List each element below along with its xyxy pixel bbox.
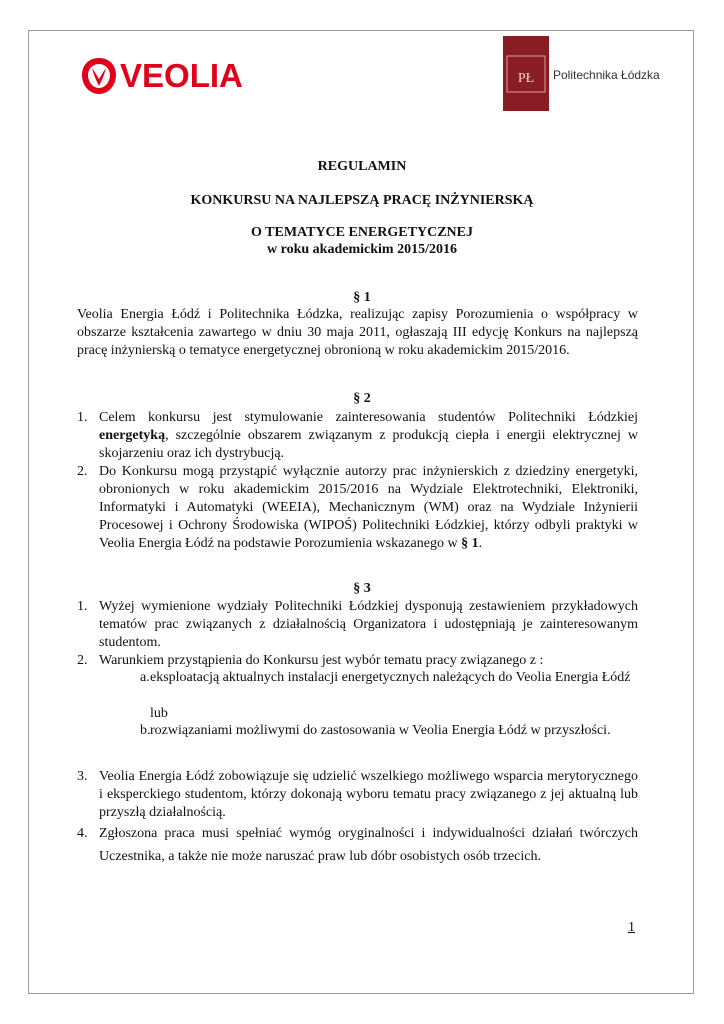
text-run: Do Konkursu mogą przystąpić wyłącznie autorzy prac inżynierskich z dziedziny energetyki, obronionych w roku akademickim 2015/2016 na Wydziale Elektrotechniki, Elektroniki, Informatyki i Automatyki (WEEIA), Mechanicznym (WM) oraz na Wydziale Inżynierii Procesowej i Ochrony Środowiska (WIPOŚ) Politechniki Łódzkiej, którzy odbyli praktyki w Veolia Energia Łódź na podstawie Porozumienia wskazanego w [99,464,638,551]
conjunction-text: lub [150,706,168,721]
list-text: Wyżej wymienione wydziały Politechniki Łódzkiej dysponują zestawieniem przykładowych tematów prac związanych z działalnością Organizatora i udostępniają je zainteresowanym studentom. [99,599,638,650]
politechnika-wordmark: Politechnika Łódzka [553,68,660,82]
list-number: 4. [77,826,88,841]
list-text: rozwiązaniami możliwymi do zastosowania w Veolia Energia Łódź w przyszłości. [150,723,611,738]
heading-line4: w roku akademickim 2015/2016 [267,242,457,257]
list-letter: b. [140,723,151,738]
svg-text:PŁ: PŁ [517,71,535,86]
list-text [99,409,638,463]
list-number: 1. [77,599,88,614]
list-number: 2. [77,464,88,479]
heading-line1: REGULAMIN [317,159,407,174]
veolia-logo [80,54,260,98]
text-run: , szczególnie obszarem związanym z produkcją ciepła i energii elektrycznej w skojarzeniu oraz ich dystrybucją. [99,428,638,461]
list-number: 2. [77,653,88,668]
pl-emblem-icon [503,36,549,111]
section-2-title: § 2 [353,391,371,406]
veolia-logo-icon [80,54,118,98]
page-number: 1 [628,920,635,935]
bold-run: energetyką [99,428,166,443]
list-text: Veolia Energia Łódź zobowiązuje się udzielić wszelkiego możliwego wsparcia merytorycznego i eksperckiego studentom, którzy dokonają wyboru tematu pracy związanego z jej aktualną lub przyszłą działalnością. [99,769,638,820]
bold-run: § 1 [461,536,479,551]
list-number: 3. [77,769,88,784]
list-letter: a. [140,670,150,685]
list-text [99,463,638,553]
politechnika-logo [503,36,660,111]
list-text: eksploatacją aktualnych instalacji energetycznych należących do Veolia Energia Łódź [150,670,631,685]
text-run: Celem konkursu jest stymulowanie zainteresowania studentów Politechniki Łódzkiej [99,410,638,425]
section-1-title: § 1 [353,290,371,305]
heading-line2: KONKURSU NA NAJLEPSZĄ PRACĘ INŻYNIERSKĄ [190,193,534,208]
list-number: 1. [77,410,88,425]
text-run: . [478,536,483,551]
section-3-title: § 3 [353,581,371,596]
heading-line3: O TEMATYCE ENERGETYCZNEJ [251,225,473,240]
pl-emblem [503,36,549,111]
section-1-text: Veolia Energia Łódź i Politechnika Łódzka, realizując zapisy Porozumienia o współpracy w obszarze kształcenia zawartego w dniu 30 maja 2011, ogłaszają III edycję Konkurs na najlepszą pracę inżynierską o tematyce energetycznej obronioną w roku akademickim 2015/2016. [77,307,638,358]
veolia-wordmark: VEOLIA [120,57,243,94]
list-text: Warunkiem przystąpienia do Konkursu jest wybór tematu pracy związanego z : [99,653,544,668]
list-text: Zgłoszona praca musi spełniać wymóg oryginalności i indywidualności działań twórczych Uczestnika, a także nie może naruszać praw lub dóbr osobistych osób trzecich. [99,826,638,864]
